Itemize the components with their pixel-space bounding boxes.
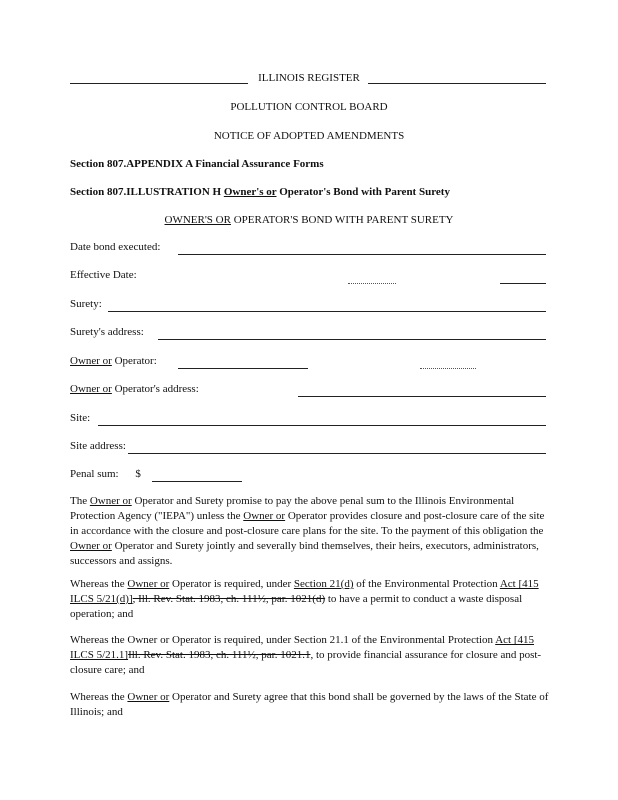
owner-operator-label xyxy=(70,355,157,367)
p3-inserted-1: Act [415 ILCS 5/21.1] xyxy=(70,634,534,661)
p2-inserted-3: Act [415 ILCS 5/21(d)] xyxy=(70,578,539,605)
owner-operator-rest: Operator: xyxy=(111,355,157,367)
owner-operator-address-rest: Operator's address: xyxy=(111,383,199,395)
p2-text-4: to have a permit to conduct a waste disposal operation; and xyxy=(70,593,523,620)
paragraph-whereas-financial xyxy=(70,633,550,678)
p1-inserted-3: Owner or xyxy=(70,540,112,552)
form-title-rest: OPERATOR'S BOND WITH PARENT SURETY xyxy=(230,214,454,226)
p1-text-4: Operator and Surety jointly and severally bind themselves, their heirs, executors, administrators, successors and assigns. xyxy=(70,540,539,567)
p2-inserted-2: Section 21(d) xyxy=(293,578,354,590)
p4-inserted-1: Owner or xyxy=(127,691,170,703)
date-bond-executed-label: Date bond executed: xyxy=(70,241,161,253)
currency-symbol: $ xyxy=(135,468,141,480)
site-address-line[interactable] xyxy=(128,453,546,454)
illustration-inserted-text: Owner's or xyxy=(223,186,277,198)
form-title xyxy=(0,214,618,226)
p1-inserted-2: Owner or xyxy=(243,510,286,522)
p1-text-2: Operator and Surety promise to pay the above penal sum to the Illinois Environmental Protection Agency ("IEPA") unless the xyxy=(70,495,515,522)
appendix-heading: Section 807.APPENDIX A Financial Assurance Forms xyxy=(70,158,324,170)
p1-inserted-1: Owner or xyxy=(89,495,132,507)
owner-operator-line-a[interactable] xyxy=(178,368,308,369)
effective-date-label: Effective Date: xyxy=(70,269,137,281)
register-title: ILLINOIS REGISTER xyxy=(258,72,360,84)
site-line[interactable] xyxy=(98,425,546,426)
p2-text-3: of the Environmental Protection xyxy=(353,578,500,590)
illustration-suffix: Operator's Bond with Parent Surety xyxy=(276,186,450,198)
penal-sum-text: Penal sum: xyxy=(70,468,119,480)
notice-title: NOTICE OF ADOPTED AMENDMENTS xyxy=(213,130,405,142)
surety-line[interactable] xyxy=(108,311,546,312)
effective-date-line-a[interactable] xyxy=(348,283,396,284)
p3-text-1: Whereas the Owner or Operator is required, under Section 21.1 of the Environmental Protection xyxy=(70,634,496,646)
effective-date-line-b[interactable] xyxy=(500,283,546,284)
surety-label: Surety: xyxy=(70,298,102,310)
date-bond-executed-line[interactable] xyxy=(178,254,546,255)
illustration-heading xyxy=(70,186,450,198)
owner-operator-line-b[interactable] xyxy=(420,368,476,369)
owner-operator-inserted: Owner or xyxy=(70,355,112,367)
penal-sum-line[interactable] xyxy=(152,481,242,482)
illustration-prefix: Section 807.ILLUSTRATION H xyxy=(70,186,224,198)
p1-text-3: Operator provides closure and post-closure care of the site in accordance with the closure and post-closure care plans for the site. To the payment of this obligation the xyxy=(70,510,545,537)
form-title-inserted: OWNER'S OR xyxy=(164,214,231,226)
paragraph-whereas-permit xyxy=(70,577,550,622)
p2-inserted-1: Owner or xyxy=(127,578,170,590)
p3-text-2: , to provide financial assurance for closure and post-closure care; and xyxy=(70,649,542,676)
surety-address-line[interactable] xyxy=(158,339,546,340)
surety-address-label: Surety's address: xyxy=(70,326,144,338)
owner-operator-address-label xyxy=(70,383,199,395)
penal-sum-label xyxy=(70,468,141,480)
p4-text-2: Operator and Surety agree that this bond shall be governed by the laws of the State of Illinois; and xyxy=(70,691,549,718)
owner-operator-address-inserted: Owner or xyxy=(70,383,112,395)
p4-text-1: Whereas the xyxy=(70,691,128,703)
p3-deleted-1: Ill. Rev. Stat. 1983, ch. 111½, par. 1021.1 xyxy=(128,649,311,661)
owner-operator-address-line[interactable] xyxy=(298,396,546,397)
p2-text-2: Operator is required, under xyxy=(169,578,294,590)
paragraph-promise xyxy=(70,494,550,569)
site-label: Site: xyxy=(70,412,91,424)
board-title: POLLUTION CONTROL BOARD xyxy=(230,101,388,113)
p1-text-1: The xyxy=(70,495,90,507)
site-address-label: Site address: xyxy=(70,440,126,452)
paragraph-whereas-governed xyxy=(70,690,550,720)
p2-deleted-1: , Ill. Rev. Stat. 1983, ch. 111½, par. 1021(d) xyxy=(132,593,326,605)
p2-text-1: Whereas the xyxy=(70,578,128,590)
